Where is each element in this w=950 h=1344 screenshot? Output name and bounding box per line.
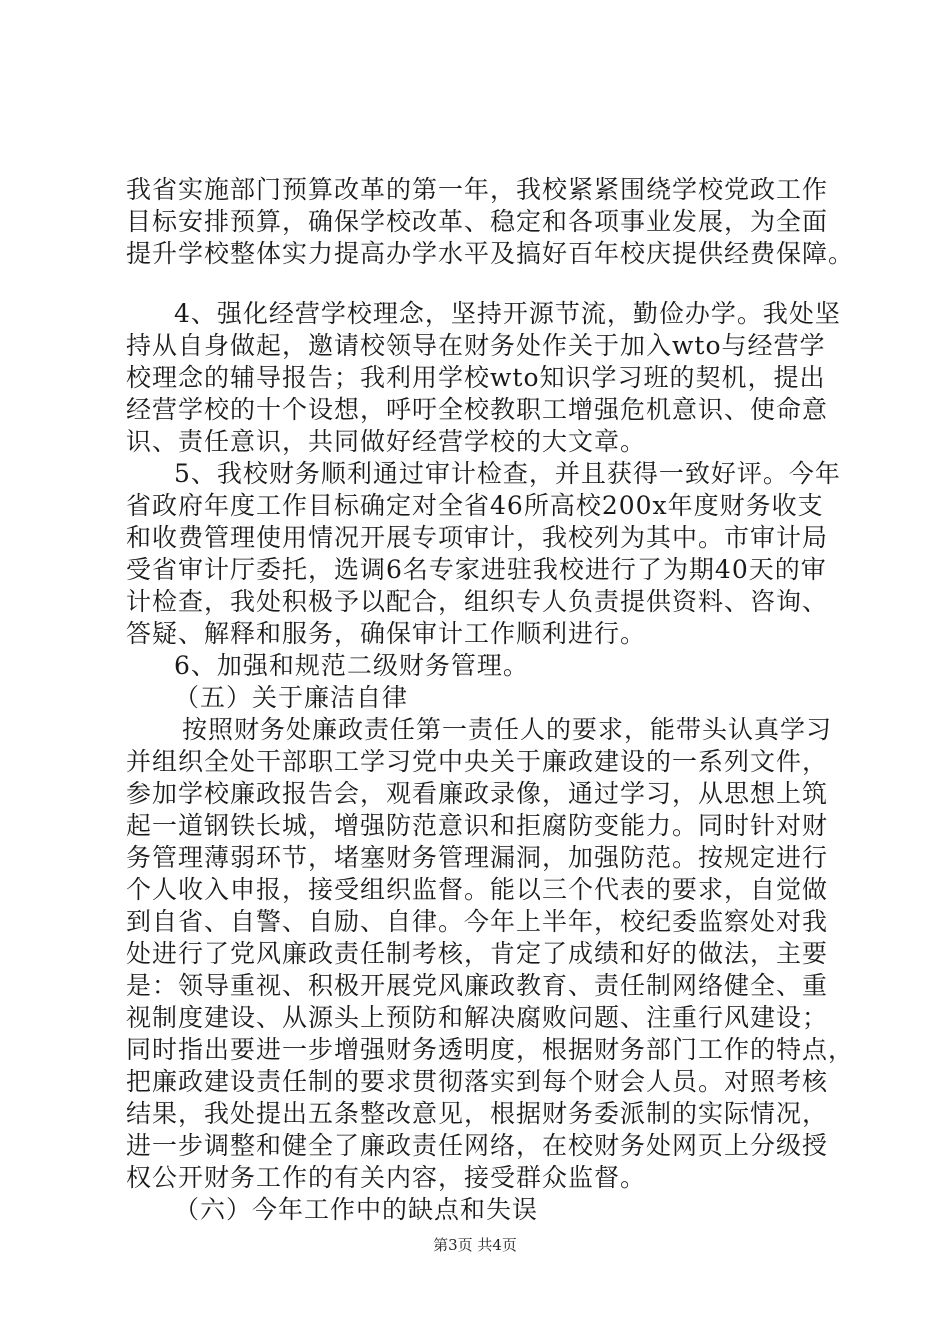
text-line: 个人收入申报，接受组织监督。能以三个代表的要求，自觉做 (126, 875, 829, 904)
text-line: 识、责任意识，共同做好经营学校的大文章。 (126, 427, 647, 456)
text-line: 结果，我处提出五条整改意见，根据财务委派制的实际情况， (126, 1099, 829, 1128)
text-line: 务管理薄弱环节，堵塞财务管理漏洞，加强防范。按规定进行 (126, 843, 829, 872)
text-line: 起一道钢铁长城，增强防范意识和拒腐防变能力。同时针对财 (126, 811, 829, 840)
paragraph-intro (126, 174, 855, 270)
text-line: 按照财务处廉政责任第一责任人的要求，能带头认真学习 (182, 715, 833, 744)
text-line: 省政府年度工作目标确定对全省46所高校200x年度财务收支 (126, 491, 824, 520)
paragraph-gap (126, 270, 846, 298)
text-line: 提升学校整体实力提高办学水平及搞好百年校庆提供经费保障。 (126, 239, 855, 268)
text-line: 答疑、解释和服务，确保审计工作顺利进行。 (126, 619, 647, 648)
text-line: 计检查，我处积极予以配合，组织专人负责提供资料、咨询、 (126, 587, 829, 616)
text-line: 同时指出要进一步增强财务透明度，根据财务部门工作的特点， (126, 1035, 855, 1064)
text-line: 是：领导重视、积极开展党风廉政教育、责任制网络健全、重 (126, 971, 829, 1000)
text-line: 处进行了党风廉政责任制考核，肯定了成绩和好的做法，主要 (126, 939, 829, 968)
text-line: 进一步调整和健全了廉政责任网络，在校财务处网页上分级授 (126, 1131, 829, 1160)
section-heading-6: （六）今年工作中的缺点和失误 (174, 1195, 539, 1224)
text-line: 到自省、自警、自励、自律。今年上半年，校纪委监察处对我 (126, 907, 829, 936)
paragraph-integrity (126, 714, 855, 1194)
section-heading-5: （五）关于廉洁自律 (174, 683, 409, 712)
text-line: 我省实施部门预算改革的第一年，我校紧紧围绕学校党政工作 (126, 175, 829, 204)
text-line: 经营学校的十个设想，呼吁全校教职工增强危机意识、使命意 (126, 395, 829, 424)
text-line: 把廉政建设责任制的要求贯彻落实到每个财会人员。对照考核 (126, 1067, 829, 1096)
text-line: 并组织全处干部职工学习党中央关于廉政建设的一系列文件， (126, 747, 829, 776)
paragraph-item-4 (126, 298, 846, 458)
text-line: 目标安排预算，确保学校改革、稳定和各项事业发展，为全面 (126, 207, 829, 236)
text-line: 参加学校廉政报告会，观看廉政录像，通过学习，从思想上筑 (126, 779, 829, 808)
text-line: 受省审计厅委托，选调6名专家进驻我校进行了为期40天的审 (126, 555, 827, 584)
text-line: 权公开财务工作的有关内容，接受群众监督。 (126, 1163, 647, 1192)
text-line: 4、强化经营学校理念，坚持开源节流，勤俭办学。我处坚 (174, 299, 841, 328)
page-footer (0, 1235, 950, 1255)
document-body (126, 174, 855, 1226)
text-line: 和收费管理使用情况开展专项审计，我校列为其中。市审计局 (126, 523, 829, 552)
text-line: 5、我校财务顺利通过审计检查，并且获得一致好评。今年 (174, 459, 841, 488)
text-line: 校理念的辅导报告；我利用学校wto知识学习班的契机，提出 (126, 363, 826, 392)
page-number-label: 第3页 共4页 (433, 1236, 517, 1254)
paragraph-item-6: 6、加强和规范二级财务管理。 (174, 651, 529, 680)
text-line: 持从自身做起，邀请校领导在财务处作关于加入wto与经营学 (126, 331, 826, 360)
text-line: 视制度建设、从源头上预防和解决腐败问题、注重行风建设； (126, 1003, 829, 1032)
paragraph-item-5 (126, 458, 846, 650)
